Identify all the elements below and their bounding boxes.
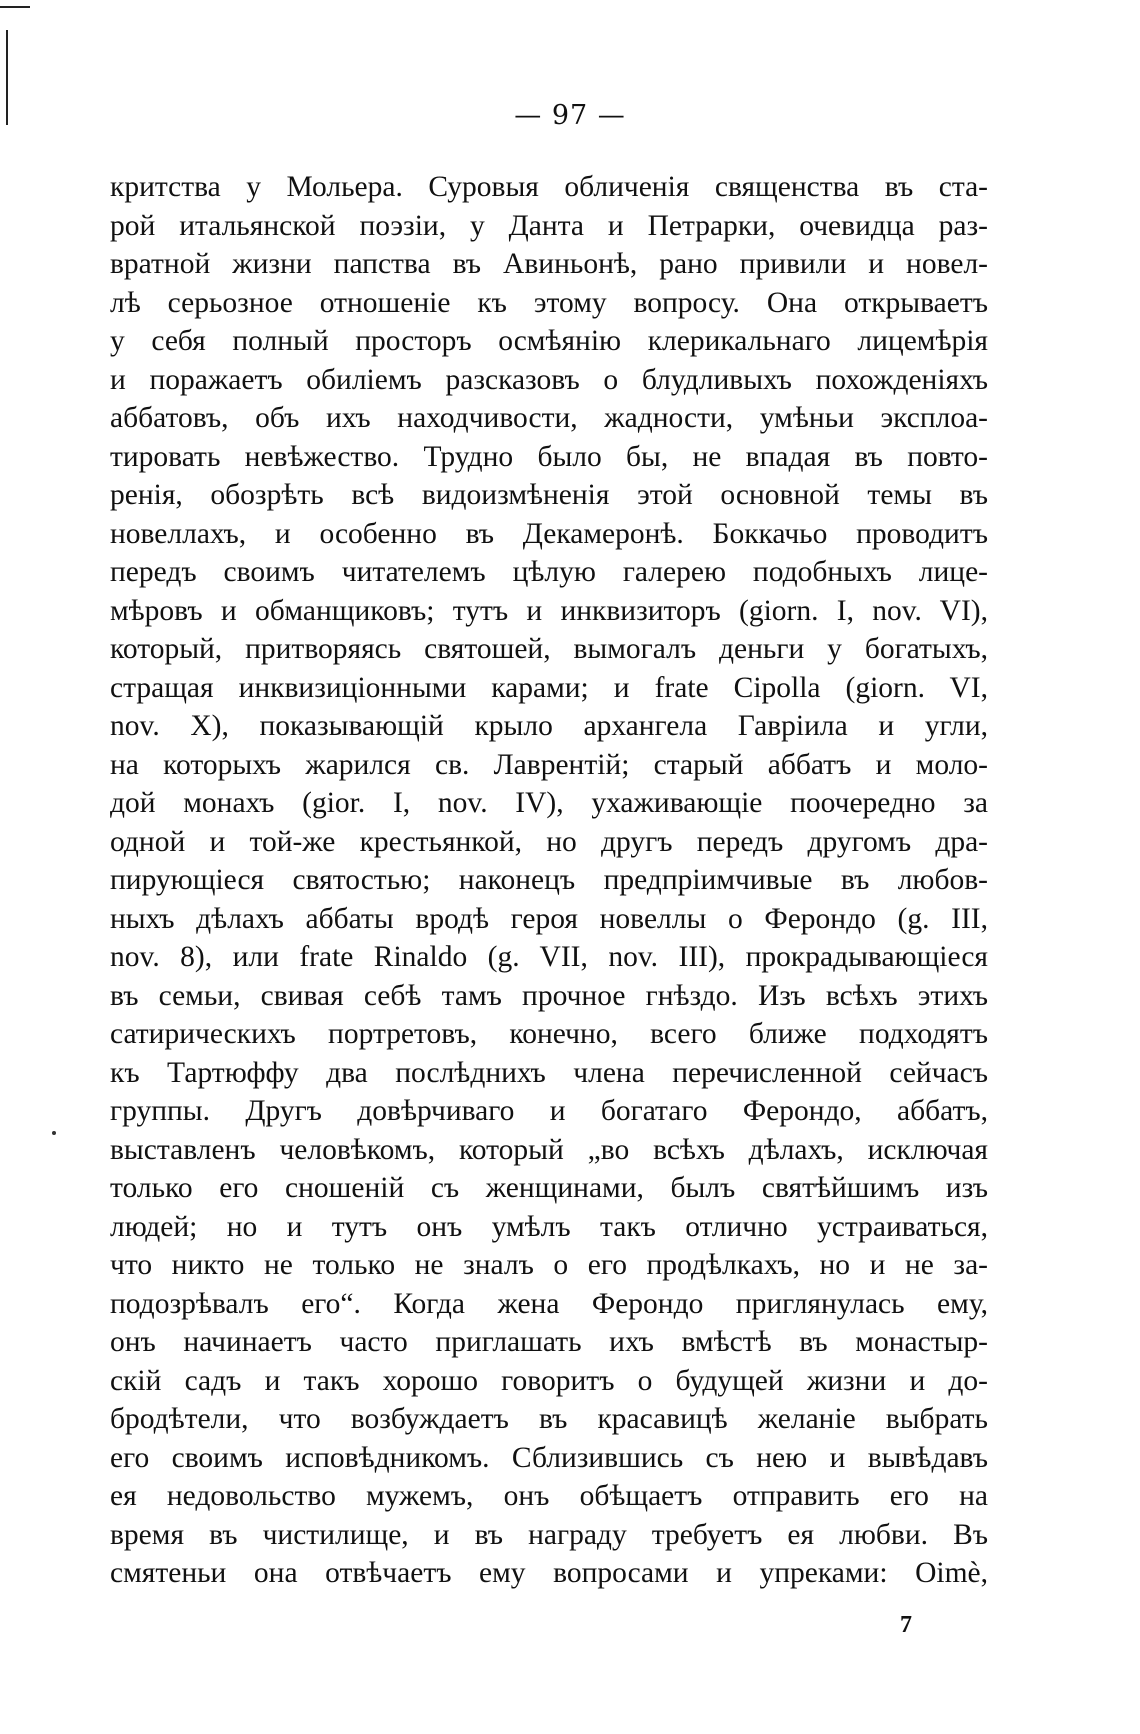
text-line: лѣ серьозное отношеніе къ этому вопросу. Она открываетъ [110,286,988,319]
text-line: время въ чистилище, и въ награду требуетъ ея любви. Въ [110,1518,988,1551]
text-line: nov. X), показывающій крыло архангела Гавріила и угли, [110,710,988,742]
text-line: выставленъ человѣкомъ, который „во всѣхъ дѣлахъ, исключая [110,1133,988,1166]
text-line: одной и той-же крестьянкой, но другъ передъ другомъ дра- [110,825,988,858]
text-line: тировать невѣжество. Трудно было бы, не впадая въ повто- [110,440,988,473]
signature-mark: 7 [900,1612,912,1638]
text-line: смятеньи она отвѣчаетъ ему вопросами и упреками: Oimè, [110,1557,988,1589]
text-line: сатирическихъ портретовъ, конечно, всего ближе подходятъ [110,1018,988,1050]
text-line: мѣровъ и обманщиковъ; тутъ и инквизиторъ (giorn. I, nov. VI), [110,594,988,627]
text-line: его своимъ исповѣдникомъ. Сблизившись съ нею и вывѣдавъ [110,1441,988,1474]
text-line: группы. Другъ довѣрчиваго и богатаго Ферондо, аббатъ, [110,1095,988,1127]
text-line: ренія, обозрѣть всѣ видоизмѣненія этой основной темы въ [110,479,988,511]
text-line: ея недовольство мужемъ, онъ обѣщаетъ отправить его на [110,1480,988,1512]
text-line: пирующіеся святостью; наконецъ предпріимчивые въ любов- [110,864,988,896]
text-line: дой монахъ (gior. I, nov. IV), ухаживающіе поочередно за [110,787,988,819]
text-line: на которыхъ жарился св. Лаврентій; старый аббатъ и моло- [110,748,988,781]
text-line: только его сношеній съ женщинами, былъ святѣйшимъ изъ [110,1172,988,1204]
text-line: людей; но и тутъ онъ умѣлъ такъ отлично устраиваться, [110,1210,988,1243]
text-line: рой итальянской поэзіи, у Данта и Петрарки, очевидца раз- [110,209,988,242]
text-line: что никто не только не зналъ о его продѣлкахъ, но и не за- [110,1249,988,1281]
text-line: онъ начинаетъ часто приглашать ихъ вмѣстѣ въ монастыр- [110,1326,988,1358]
text-line: въ семьи, свивая себѣ тамъ прочное гнѣздо. Изъ всѣхъ этихъ [110,979,988,1012]
text-line: nov. 8), или frate Rinaldo (g. VII, nov. III), прокрадывающіеся [110,941,988,973]
text-line: у себя полный просторъ осмѣянію клерикальнаго лицемѣрія [110,325,988,357]
page-number: — 97 — [514,100,626,131]
text-line: аббатовъ, объ ихъ находчивости, жадности, умѣньи эксплоа- [110,402,988,434]
text-line: ныхъ дѣлахъ аббаты вродѣ героя новеллы о Ферондо (g. III, [110,902,988,935]
text-line: къ Тартюффу два послѣднихъ члена перечисленной сейчасъ [110,1056,988,1089]
scan-edge-mark-top [0,6,30,8]
scan-speck [52,1131,56,1135]
text-line: скій садъ и такъ хорошо говоритъ о будущей жизни и до- [110,1364,988,1397]
text-line: бродѣтели, что возбуждаетъ въ красавицѣ желаніе выбрать [110,1403,988,1435]
text-line: подозрѣвалъ его“. Когда жена Ферондо приглянулась ему, [110,1287,988,1320]
body-text [110,168,988,1593]
text-line: вратной жизни папства въ Авиньонѣ, рано привили и новел- [110,248,988,280]
text-line: и поражаетъ обиліемъ разсказовъ о блудливыхъ похожденіяхъ [110,363,988,396]
text-line: критства у Мольера. Суровыя обличенія священства въ ста- [110,171,988,203]
text-line: новеллахъ, и особенно въ Декамеронѣ. Боккачьо проводитъ [110,517,988,550]
text-line: который, притворяясь святошей, вымогалъ деньги у богатыхъ, [110,633,988,665]
text-line: стращая инквизиціонными карами; и frate Cipolla (giorn. VI, [110,671,988,704]
text-line: передъ своимъ читателемъ цѣлую галерею подобныхъ лице- [110,556,988,588]
